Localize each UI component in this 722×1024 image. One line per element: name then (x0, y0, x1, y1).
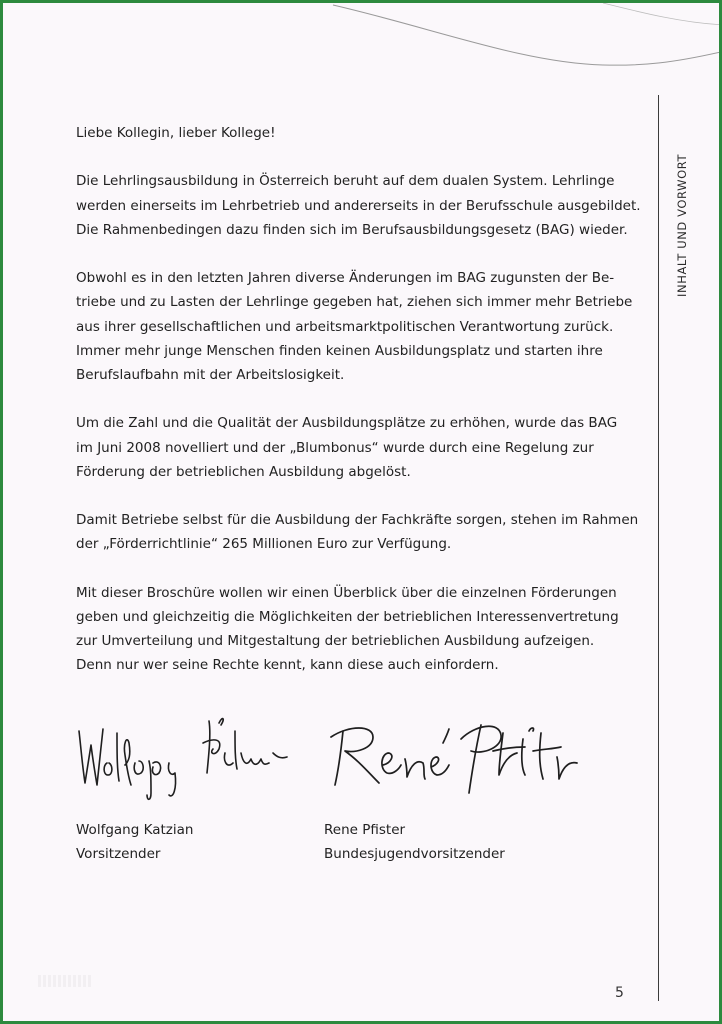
signatures (73, 703, 593, 803)
decorative-curve (3, 3, 722, 113)
text-line: Berufslaufbahn mit der Arbeitslosigkeit. (76, 367, 345, 383)
text-line: aus ihrer gesellschaftlichen und arbeitsmarktpolitischen Verantwortung zurück. (76, 318, 614, 335)
signature-pfister (331, 725, 577, 793)
text-line: Immer mehr junge Menschen finden keinen Ausbildungsplatz und starten ihre (76, 342, 603, 359)
paragraph-3 (76, 411, 636, 484)
letter-body (76, 121, 641, 702)
text-line: triebe und zu Lasten der Lehrlinge gegeben hat, ziehen sich immer mehr Betriebe (76, 294, 633, 311)
text-line: im Juni 2008 novelliert und der „Blumbonus“ wurde durch eine Regelung zur (76, 439, 594, 456)
paragraph-4 (76, 508, 639, 556)
signer-name: Wolfgang Katzian (76, 822, 194, 838)
side-divider (658, 95, 659, 1001)
text-line: Förderung der betrieblichen Ausbildung abgelöst. (76, 463, 411, 480)
text-line: Die Rahmenbedingen dazu finden sich im Berufsausbildungsgesetz (BAG) wieder. (76, 221, 628, 238)
signature-katzian (79, 719, 287, 800)
signer-name: Rene Pfister (324, 822, 406, 838)
paragraph-5 (76, 581, 636, 678)
signer-role: Bundesjugendvorsitzender (324, 846, 505, 863)
paragraph-2 (76, 266, 636, 387)
text-line: Um die Zahl und die Qualität der Ausbildungsplätze zu erhöhen, wurde das BAG (76, 415, 618, 432)
signer-role: Vorsitzender (76, 846, 161, 863)
paragraph-1 (76, 169, 641, 242)
signer-pfister (324, 818, 505, 866)
signer-katzian (76, 818, 193, 866)
text-line: werden einerseits im Lehrbetrieb und andererseits in der Berufsschule ausgebildet. (76, 197, 641, 214)
section-title-text: INHALT UND VORWORT (675, 153, 689, 297)
page-number: 5 (615, 985, 624, 1001)
text-line: geben und gleichzeitig die Möglichkeiten der betrieblichen Interessenvertretung (76, 608, 619, 625)
salutation: Liebe Kollegin, lieber Kollege! (76, 125, 276, 141)
text-line: der „Förderrichtlinie“ 265 Millionen Euro zur Verfügung. (76, 536, 452, 553)
text-line: Mit dieser Broschüre wollen wir einen Überblick über die einzelnen Förderungen (76, 584, 617, 601)
text-line: Denn nur wer seine Rechte kennt, kann diese auch einfordern. (76, 657, 499, 674)
faint-watermark (38, 975, 93, 987)
text-line: zur Umverteilung und Mitgestaltung der betrieblichen Ausbildung aufzeigen. (76, 633, 595, 650)
text-line: Die Lehrlingsausbildung in Österreich beruht auf dem dualen System. Lehrlinge (76, 173, 615, 190)
text-line: Damit Betriebe selbst für die Ausbildung der Fachkräfte sorgen, stehen im Rahmen (76, 512, 639, 529)
text-line: Obwohl es in den letzten Jahren diverse Änderungen im BAG zugunsten der Be- (76, 270, 615, 287)
section-title (674, 125, 694, 297)
